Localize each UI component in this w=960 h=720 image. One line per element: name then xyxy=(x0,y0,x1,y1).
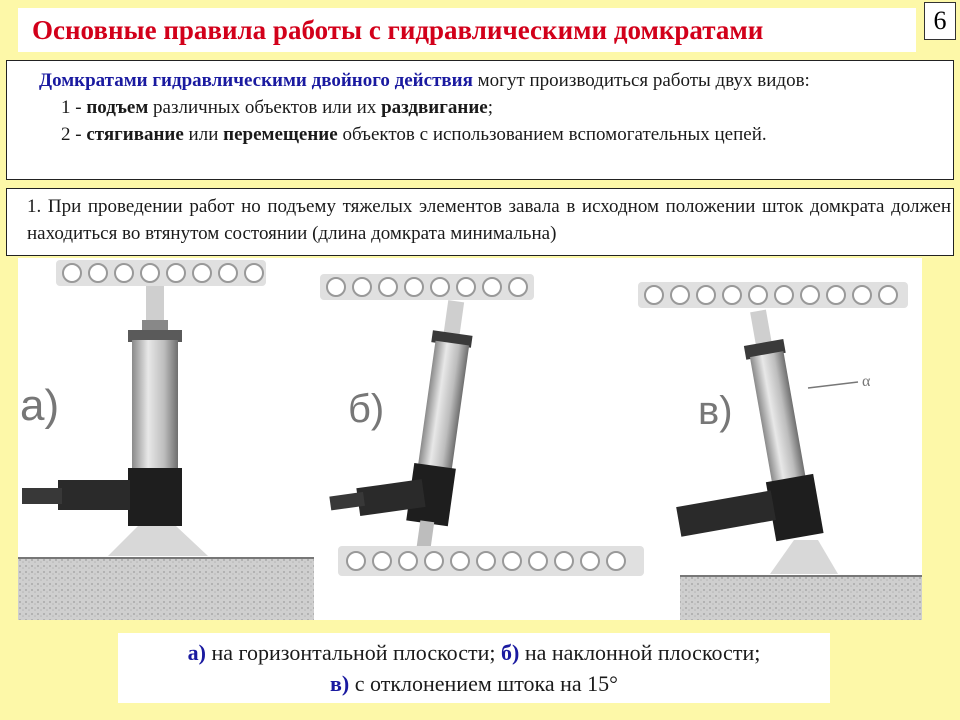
item-2-mid: или xyxy=(183,124,224,145)
intro-item-2 xyxy=(13,121,947,148)
page-title: Основные правила работы с гидравлическими домкратами xyxy=(32,14,764,45)
intro-lead-text: могут производиться работы двух видов: xyxy=(472,70,810,91)
caption-text-b: на наклонной плоскости; xyxy=(519,640,761,665)
label-b: б) xyxy=(348,387,385,431)
panel-v xyxy=(638,282,922,620)
label-a: а) xyxy=(20,381,60,430)
intro-lead xyxy=(13,67,947,94)
item-2-end: объектов с использованием вспомогательных цепей. xyxy=(337,124,767,145)
intro-lead-highlight: Домкратами гидравлическими двойного действия xyxy=(39,70,473,91)
caption-text-a: на горизонтальной плоскости; xyxy=(206,640,501,665)
panel-a xyxy=(18,260,314,620)
caption-line-1 xyxy=(118,637,830,668)
caption-text-v: с отклонением штока на 15° xyxy=(349,671,618,696)
item-2-bold-1: стягивание xyxy=(86,124,184,145)
page-number: 6 xyxy=(924,2,956,40)
angle-label: α xyxy=(862,373,871,390)
figure-caption xyxy=(118,633,830,703)
caption-tag-v: в) xyxy=(330,671,350,696)
label-v: в) xyxy=(698,389,733,433)
rule-1-text: 1. При проведении работ но подъему тяжелых элементов завала в исходном положении шток домкрата должен находиться во втянутом состоянии (длина домкрата минимальна) xyxy=(27,196,951,244)
title-box xyxy=(18,8,916,52)
item-1-mid: различных объектов или их xyxy=(148,97,382,118)
item-1-bold-1: подъем xyxy=(86,97,149,118)
jack-illustration xyxy=(18,258,922,620)
caption-tag-b: б) xyxy=(500,640,520,665)
panel-b xyxy=(320,274,644,576)
caption-tag-a: а) xyxy=(187,640,206,665)
caption-line-2 xyxy=(118,668,830,699)
intro-item-1 xyxy=(13,94,947,121)
rule-box xyxy=(6,188,954,256)
intro-box xyxy=(6,60,954,180)
item-1-end: ; xyxy=(487,97,493,118)
item-1-bold-2: раздвигание xyxy=(381,97,488,118)
item-2-prefix: 2 - xyxy=(61,124,87,145)
jack-drawing xyxy=(18,258,922,620)
item-1-prefix: 1 - xyxy=(61,97,87,118)
item-2-bold-2: перемещение xyxy=(223,124,338,145)
